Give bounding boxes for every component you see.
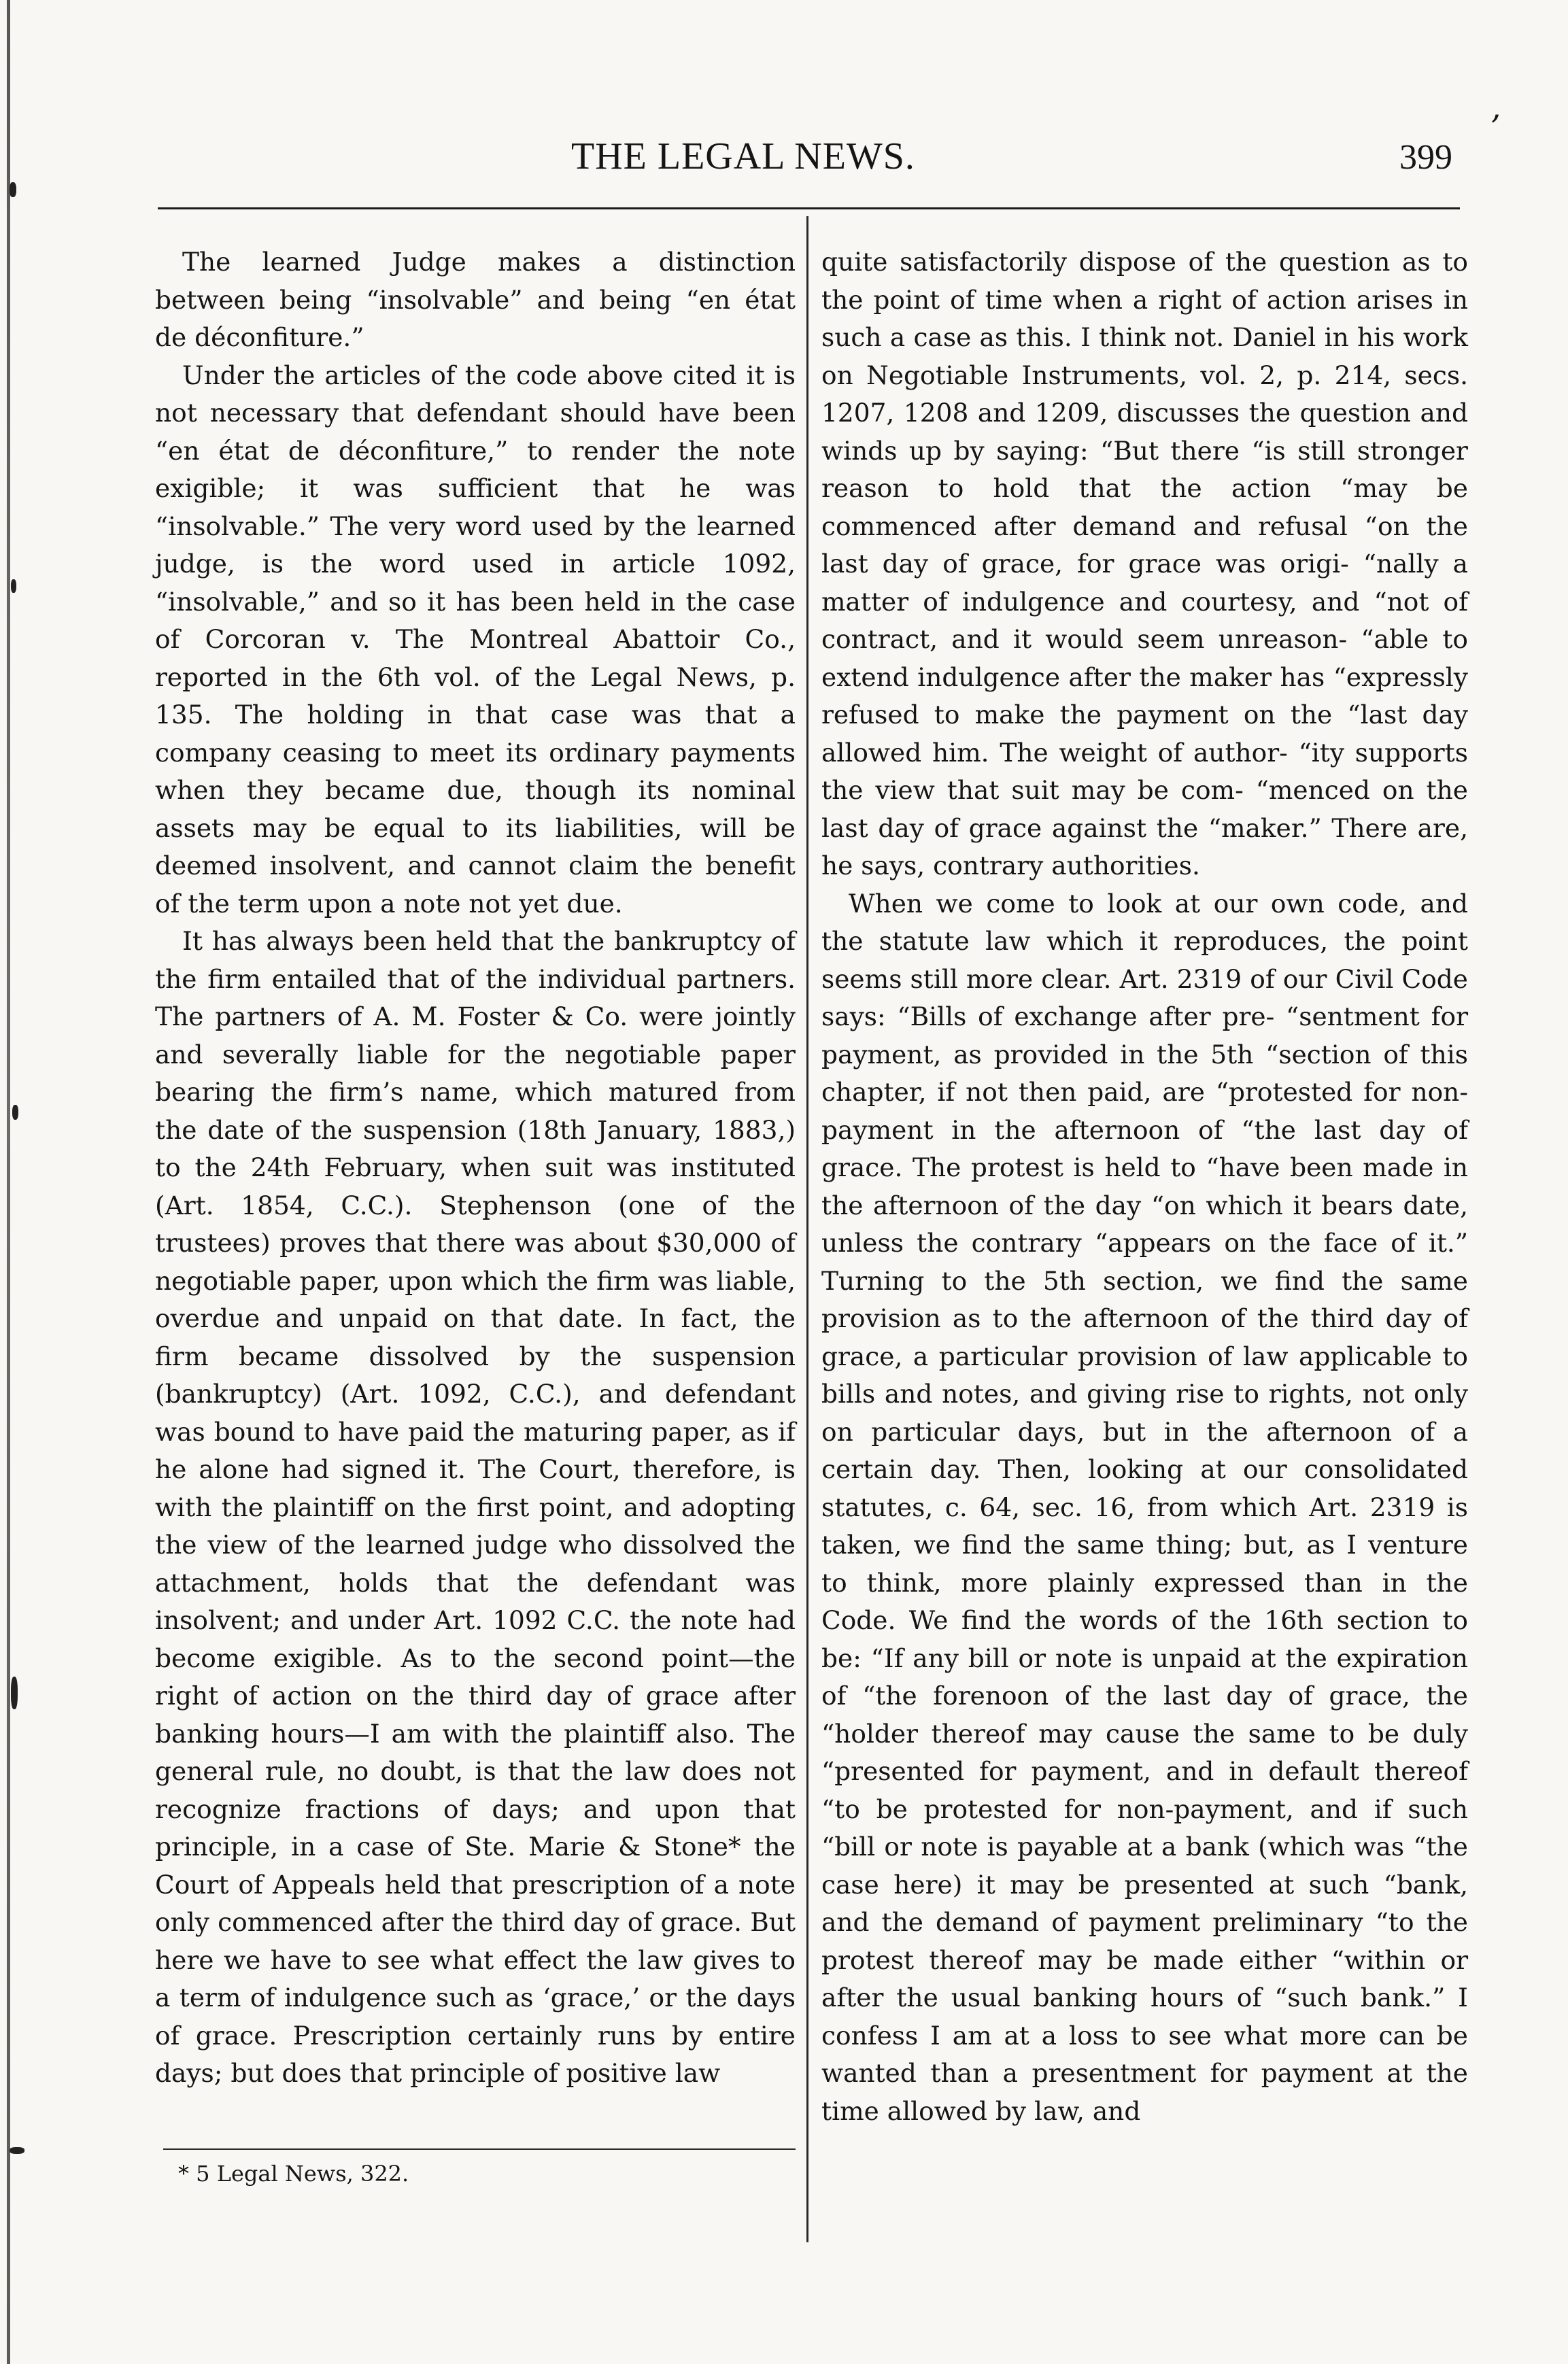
scan-binding-edge	[7, 0, 10, 2364]
scan-speck	[12, 1105, 18, 1120]
paragraph: The learned Judge makes a distinction between being “insolvable” and being “en état de déconfiture.”	[155, 247, 796, 352]
footnote: * 5 Legal News, 322.	[178, 2161, 409, 2187]
column-divider	[806, 216, 808, 2242]
paragraph: When we come to look at our own code, and the statute law which it reproduces, the point seems still more clear. Art. 2319 of our Civil Code says: “Bills of exchange after pre- “sentment for payment, as provided in the 5th “section of this chapter, if not then paid, are “protested for non-payment in the afternoon of “the last day of grace. The protest is held to “have been made in the afternoon of the day “on which it bears date, unless the contrary “appears on the face of it.” Turning to the 5th section, we find the same provision as to the afternoon of the third day of grace, a particular provision of law applicable to bills and notes, and giving rise to rights, not only on particular days, but in the afternoon of a certain day. Then, looking at our consolidated statutes, c. 64, sec. 16, from which Art. 2319 is taken, we find the same thing; but, as I venture to think, more plainly expressed than in the Code. We find the words of the 16th section to be: “If any bill or note is unpaid at the expiration of “the forenoon of the last day of grace, the “holder thereof may cause the same to be duly “presented for payment, and in default thereof “to be protested for non-payment, and if such “bill or note is payable at a bank (which was “the case here) it may be presented at such “bank, and the demand of payment preliminary “to the protest thereof may be made either “within or after the usual banking hours of “such bank.” I confess I am at a loss to see what more can be wanted than a presentment for payment at the time allowed by law, and	[821, 888, 1468, 2126]
scan-speck	[10, 182, 16, 197]
paragraph: It has always been held that the bankruptcy of the firm entailed that of the individual partners. The partners of A. M. Foster & Co. were jointly and severally liable for the negotiable paper bearing the firm’s name, which matured from the date of the suspension (18th January, 1883,) to the 24th February, when suit was instituted (Art. 1854, C.C.). Stephenson (one of the trustees) proves that there was about $30,000 of negotiable paper, upon which the firm was liable, overdue and unpaid on that date. In fact, the firm became dissolved by the suspension (bankruptcy) (Art. 1092, C.C.), and defendant was bound to have paid the maturing paper, as if he alone had signed it. The Court, therefore, is with the plaintiff on the first point, and adopting the view of the learned judge who dissolved the attachment, holds that the defendant was insolvent; and under Art. 1092 C.C. the note had become exigible. As to the second point—the right of action on the third day of grace after banking hours—I am with the plaintiff also. The general rule, no doubt, is that the law does not recognize fractions of days; and upon that principle, in a case of Ste. Marie & Stone* the Court of Appeals held that prescription of a note only commenced after the third day of grace. But here we have to see what effect the law gives to a term of indulgence such as ‘grace,’ or the days of grace. Prescription certainly runs by entire days; but does that principle of positive law	[155, 926, 796, 2088]
scan-speck	[10, 2147, 24, 2154]
corner-ink-mark: ʼ	[1489, 109, 1500, 147]
running-head: THE LEGAL NEWS.	[571, 135, 915, 177]
scan-speck	[11, 1677, 18, 1709]
left-column	[155, 243, 796, 2093]
right-column	[821, 243, 1468, 2130]
page-number: 399	[1399, 138, 1452, 177]
paragraph: Under the articles of the code above cited it is not necessary that defendant should have been “en état de déconfiture,” to render the note exigible; it was sufficient that he was “insolvable.” The very word used by the learned judge, is the word used in article 1092, “insolvable,” and so it has been held in the case of Corcoran v. The Montreal Abattoir Co., reported in the 6th vol. of the Legal News, p. 135. The holding in that case was that a company ceasing to meet its ordinary payments when they became due, though its nominal assets may be equal to its liabilities, will be deemed insolvent, and cannot claim the benefit of the term upon a note not yet due.	[155, 360, 796, 919]
header-rule	[158, 207, 1460, 209]
scan-speck	[11, 579, 16, 593]
footnote-rule	[163, 2148, 796, 2150]
paragraph: quite satisfactorily dispose of the question as to the point of time when a right of action arises in such a case as this. I think not. Daniel in his work on Negotiable Instruments, vol. 2, p. 214, secs. 1207, 1208 and 1209, discusses the question and winds up by saying: “But there “is still stronger reason to hold that the action “may be commenced after demand and refusal “on the last day of grace, for grace was origi- “nally a matter of indulgence and courtesy, and “not of contract, and it would seem unreason- “able to extend indulgence after the maker has “expressly refused to make the payment on the “last day allowed him. The weight of author- “ity supports the view that suit may be com- “menced on the last day of grace against the “maker.” There are, he says, contrary authorities.	[821, 247, 1468, 880]
